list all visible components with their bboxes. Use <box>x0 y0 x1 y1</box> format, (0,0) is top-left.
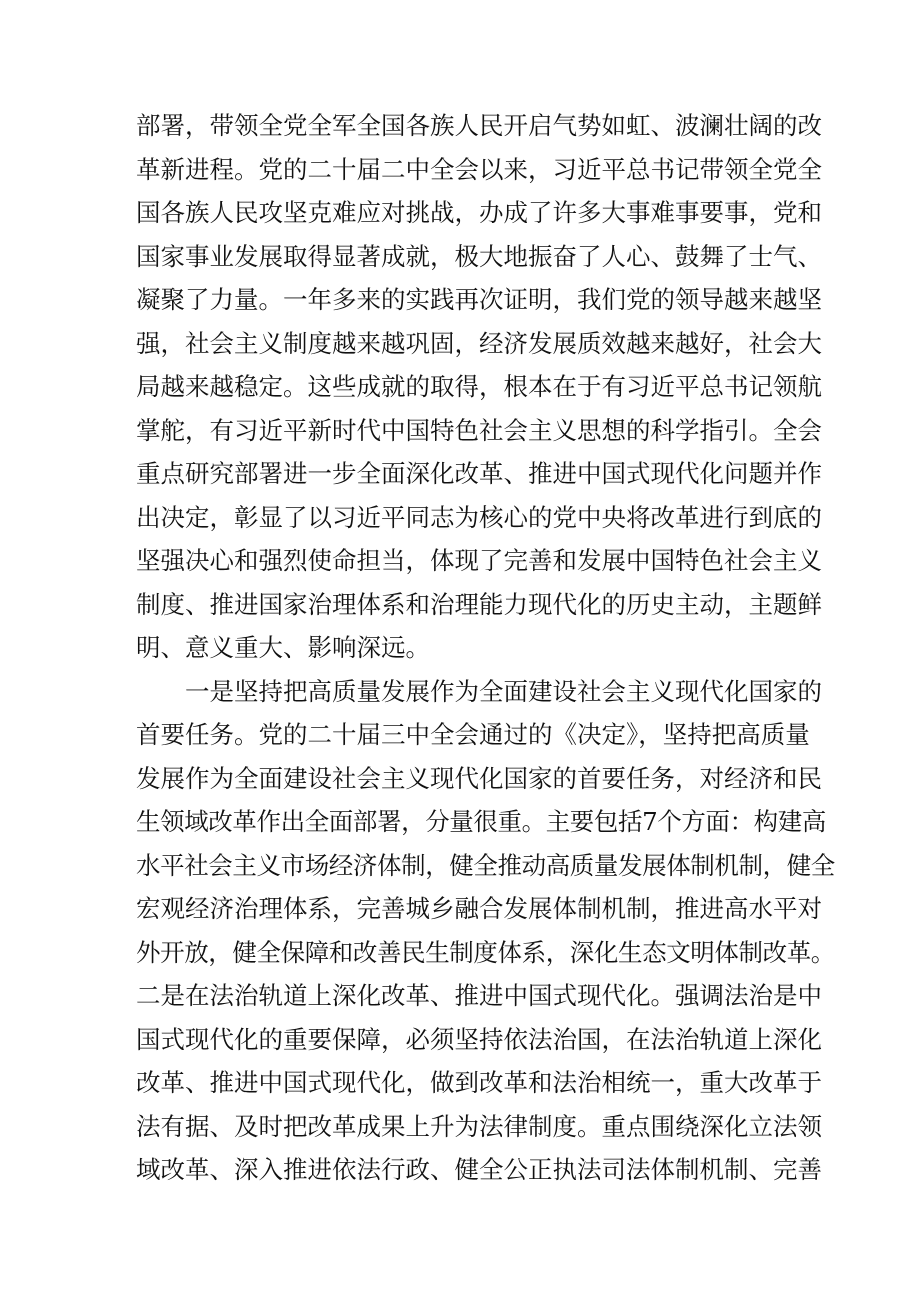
text-line: 宏观经济治理体系，完善城乡融合发展体制机制，推进高水平对 <box>136 894 822 923</box>
text-line: 国家事业发展取得显著成就，极大地振奋了人心、鼓舞了士气、 <box>136 241 822 271</box>
text-line: 革新进程。党的二十届二中全会以来，习近平总书记带领全党全 <box>136 154 822 184</box>
text-line: 强，社会主义制度越来越巩固，经济发展质效越来越好，社会大 <box>136 328 822 358</box>
text-line: 局越来越稳定。这些成就的取得，根本在于有习近平总书记领航 <box>136 372 822 401</box>
text-line: 掌舵，有习近平新时代中国特色社会主义思想的科学指引。全会 <box>136 415 822 445</box>
text-line: 一是坚持把高质量发展作为全面建设社会主义现代化国家的 <box>185 676 822 706</box>
text-line: 域改革、深入推进依法行政、健全公正执法司法体制机制、完善 <box>136 1155 822 1184</box>
text-line: 制度、推进国家治理体系和治理能力现代化的历史主动，主题鲜 <box>136 589 822 619</box>
body-text <box>136 104 835 1192</box>
text-line: 明、意义重大、影响深远。 <box>136 633 430 662</box>
text-line: 外开放，健全保障和改善民生制度体系，深化生态文明体制改革。 <box>136 937 835 967</box>
text-line: 发展作为全面建设社会主义现代化国家的首要任务，对经济和民 <box>136 763 822 793</box>
text-line: 凝聚了力量。一年多来的实践再次证明，我们党的领导越来越坚 <box>136 285 822 314</box>
text-line: 坚强决心和强烈使命担当，体现了完善和发展中国特色社会主义 <box>136 546 822 575</box>
text-line: 首要任务。党的二十届三中全会通过的《决定》，坚持把高质量 <box>136 720 810 749</box>
text-line: 改革、推进中国式现代化，做到改革和法治相统一，重大改革于 <box>136 1068 822 1097</box>
text-line: 国各族人民攻坚克难应对挑战，办成了许多大事难事要事，党和 <box>136 198 822 227</box>
text-line: 出决定，彰显了以习近平同志为核心的党中央将改革进行到底的 <box>136 502 822 532</box>
text-line: 部署，带领全党全军全国各族人民开启气势如虹、波澜壮阔的改 <box>136 111 822 140</box>
text-line: 二是在法治轨道上深化改革、推进中国式现代化。强调法治是中 <box>136 981 822 1010</box>
text-line: 生领域改革作出全面部署，分量很重。主要包括7个方面：构建高 <box>136 807 826 836</box>
text-line: 重点研究部署进一步全面深化改革、推进中国式现代化问题并作 <box>136 459 822 488</box>
text-line: 水平社会主义市场经济体制，健全推动高质量发展体制机制，健全 <box>136 850 835 880</box>
text-line: 法有据、及时把改革成果上升为法律制度。重点围绕深化立法领 <box>136 1111 822 1141</box>
text-line: 国式现代化的重要保障，必须坚持依法治国，在法治轨道上深化 <box>136 1024 822 1054</box>
